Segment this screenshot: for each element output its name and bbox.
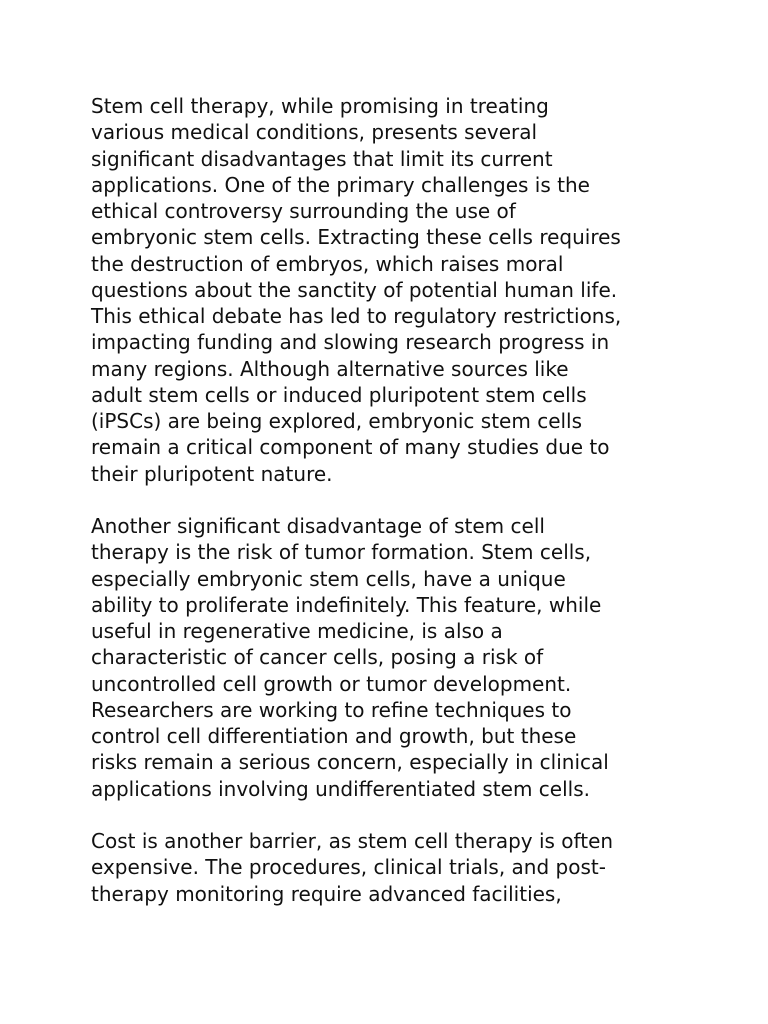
text-line: remain a critical component of many studies due to [91,435,610,460]
text-line: Another significant disadvantage of stem cell [91,514,545,538]
text-line: adult stem cells or induced pluripotent stem cells [91,382,587,407]
document-body [91,93,691,933]
text-line: many regions. Although alternative sources like [91,356,569,381]
paragraph-1 [91,93,691,487]
text-line: their pluripotent nature. [91,461,333,486]
text-line: therapy monitoring require advanced facilities, [91,881,562,906]
text-line: questions about the sanctity of potential human life. [91,277,618,302]
text-line: This ethical debate has led to regulatory restrictions, [91,304,622,328]
text-line: Researchers are working to refine techniques to [91,697,572,722]
text-line: ethical controversy surrounding the use of [91,199,516,223]
text-line: the destruction of embryos, which raises moral [91,251,564,276]
text-line: uncontrolled cell growth or tumor development. [91,671,572,696]
text-line: expensive. The procedures, clinical trials, and post- [91,855,606,880]
text-line: impacting funding and slowing research progress in [91,330,610,355]
text-line: ability to proliferate indefinitely. This feature, while [91,592,602,617]
paragraph-3 [91,828,691,907]
text-line: useful in regenerative medicine, is also a [91,619,503,643]
text-line: characteristic of cancer cells, posing a risk of [91,645,544,670]
text-line: Cost is another barrier, as stem cell therapy is often [91,829,614,853]
text-line: therapy is the risk of tumor formation. Stem cells, [91,540,592,565]
text-line: control cell differentiation and growth, but these [91,724,577,748]
text-line: various medical conditions, presents several [91,120,538,145]
text-line: applications involving undifferentiated stem cells. [91,776,590,801]
text-line: risks remain a serious concern, especially in clinical [91,750,609,775]
text-line: significant disadvantages that limit its current [91,146,553,171]
paragraph-2 [91,513,691,802]
text-line: (iPSCs) are being explored, embryonic stem cells [91,409,583,433]
text-line: Stem cell therapy, while promising in treating [91,94,549,118]
text-line: applications. One of the primary challenges is the [91,172,590,197]
text-line: especially embryonic stem cells, have a unique [91,566,566,591]
text-line: embryonic stem cells. Extracting these cells requires [91,225,621,250]
